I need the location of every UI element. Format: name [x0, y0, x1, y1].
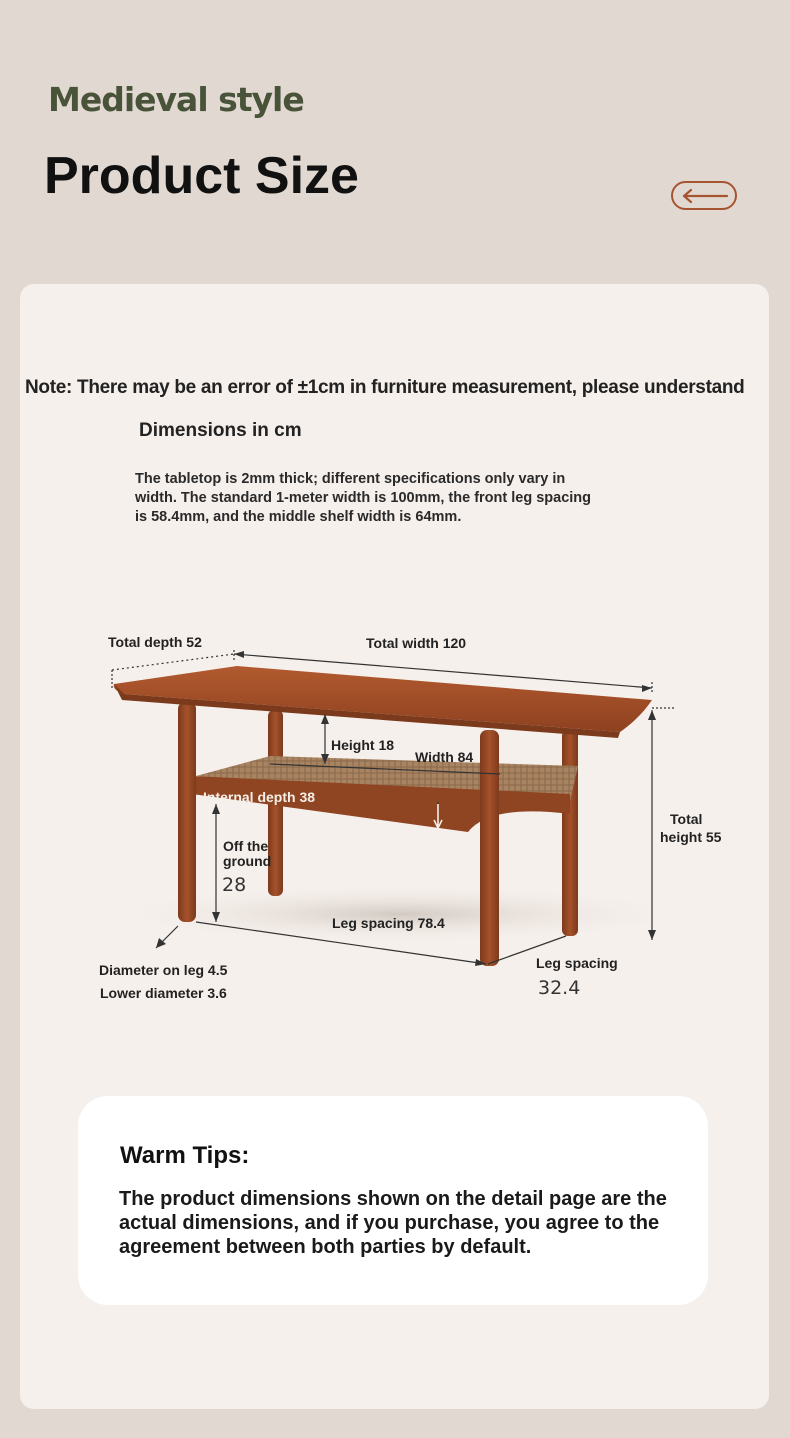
label-total-width: Total width 120: [366, 635, 467, 651]
measurement-note: Note: There may be an error of ±1cm in furniture measurement, please understand: [25, 377, 745, 398]
label-diameter-upper: Diameter on leg 4.5: [99, 962, 228, 978]
label-total-height-1: Total: [670, 811, 703, 827]
dimensions-heading: Dimensions in cm: [139, 420, 302, 441]
subtitle: Medieval style: [48, 80, 304, 119]
label-total-height-2: height 55: [660, 829, 722, 845]
label-leg-spacing-long: Leg spacing 78.4: [332, 915, 445, 931]
front-right-leg: [480, 730, 499, 966]
warm-tips-box: [78, 1096, 708, 1305]
label-off-ground-2: ground: [223, 853, 272, 869]
label-off-ground-1: Off the: [223, 838, 269, 854]
label-diameter-lower: Lower diameter 3.6: [100, 985, 227, 1001]
warm-tips-title: Warm Tips:: [120, 1142, 250, 1169]
label-height-18: Height 18: [331, 737, 395, 753]
label-total-depth: Total depth 52: [108, 634, 202, 650]
back-right-leg: [562, 730, 578, 936]
label-leg-spacing-short: Leg spacing: [536, 955, 618, 971]
front-left-leg: [178, 702, 196, 922]
label-internal-depth: Internal depth 38: [203, 789, 316, 805]
label-off-ground-value: 28: [222, 874, 247, 896]
warm-tips-text: The product dimensions shown on the detail page are the actual dimensions, and if you purchase, you agree to the agreement between both parties by default.: [119, 1188, 667, 1258]
page-title: Product Size: [44, 147, 359, 205]
back-button[interactable]: [671, 181, 737, 210]
arrow-left-icon: [681, 188, 729, 204]
content-card: [20, 284, 769, 1409]
spec-description: The tabletop is 2mm thick; different specifications only vary in width. The standard 1-meter width is 100mm, the front leg spacing is 58.4mm, and the middle shelf width is 64mm.: [135, 471, 592, 525]
label-leg-spacing-short-value: 32.4: [538, 977, 581, 999]
table-diagram: [20, 614, 769, 1014]
label-width-84: Width 84: [415, 749, 474, 765]
